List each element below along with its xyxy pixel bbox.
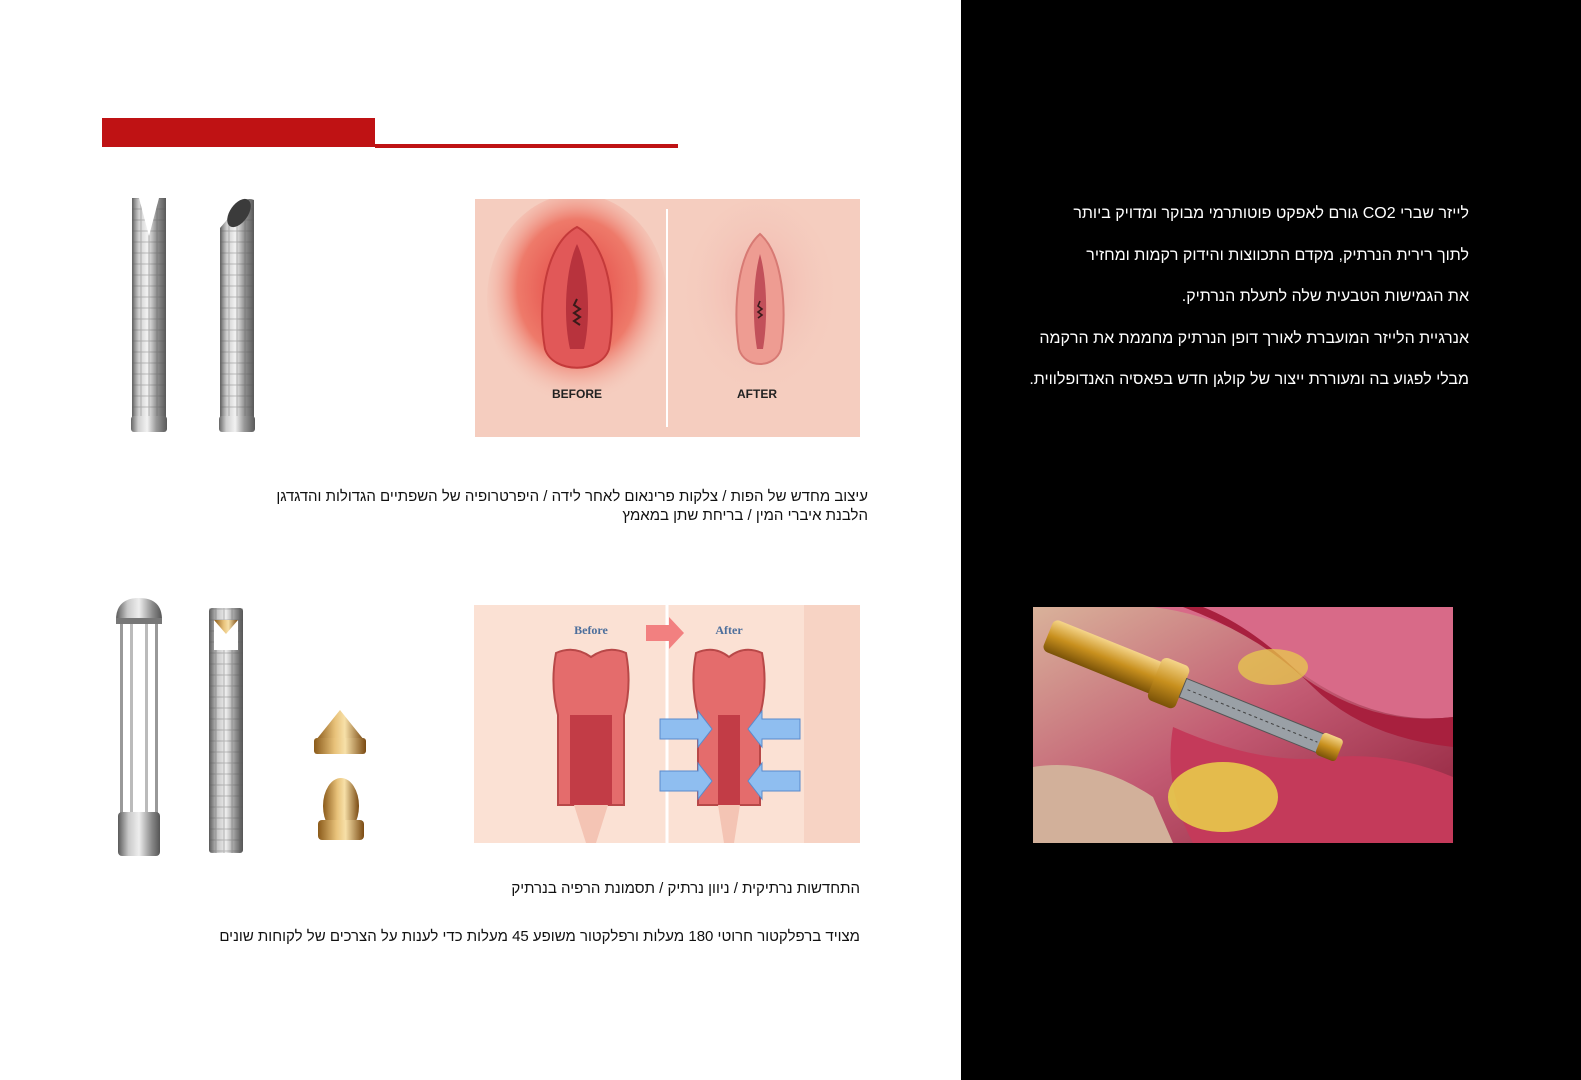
straight-probes-image — [125, 198, 275, 438]
title-bar — [102, 118, 375, 147]
before-after-vulva-illustration — [475, 199, 860, 437]
caption-line-1: עיצוב מחדש של הפות / צלקות פרינאום לאחר לידה / היפרטרופיה של השפתיים הגדולות והדגדגן — [276, 488, 868, 505]
laser-probe-anatomy-illustration — [1033, 607, 1453, 843]
after-label-2: After — [715, 623, 743, 637]
before-label-2: Before — [574, 623, 608, 637]
description-line-3: את הגמישות הטבעית שלה לתעלת הנרתיק. — [1181, 288, 1469, 305]
caption-line-2: הלבנת איברי המין / בריחת שתן במאמץ — [622, 507, 868, 524]
probe-pair-top — [125, 198, 275, 438]
description-line-2: לתוך רירית הנרתיק, מקדם התכווצות והידוק רקמות ומחזיר — [1086, 246, 1469, 264]
description-line-4: אנרגיית הלייזר המועברת לאורך דופן הנרתיק מחממת את הרקמה — [1039, 329, 1469, 347]
before-after-vaginal-tightening-illustration — [474, 605, 860, 843]
description-line-5: מבלי לפגוע בה ומעוררת ייצור של קולגן חדש בפאסיה האנדופלווית. — [1029, 371, 1469, 388]
after-label: AFTER — [737, 387, 777, 401]
cage-probe-and-reflector-tips-image — [112, 598, 382, 860]
laser-description — [949, 193, 1469, 401]
caption-reflectors: מצויד ברפלקטור חרוטי 180 מעלות ורפלקטור משופע 45 מעלות כדי לענות על הצרכים של לקוחות שונים — [219, 928, 860, 945]
caption-vaginal-treatments: התחדשות נרתיקית / ניוון נרתיק / תסמונת הרפיה בנרתיק — [511, 880, 860, 897]
title-underline — [375, 144, 678, 148]
caption-vulvar-treatments — [168, 487, 868, 525]
probe-set-bottom — [112, 598, 382, 860]
before-label: BEFORE — [551, 387, 603, 401]
description-line-1: לייזר שברי CO2 גורם לאפקט פוטותרמי מבוקר ומדויק ביותר — [1073, 205, 1469, 222]
right-page — [961, 0, 1581, 1080]
